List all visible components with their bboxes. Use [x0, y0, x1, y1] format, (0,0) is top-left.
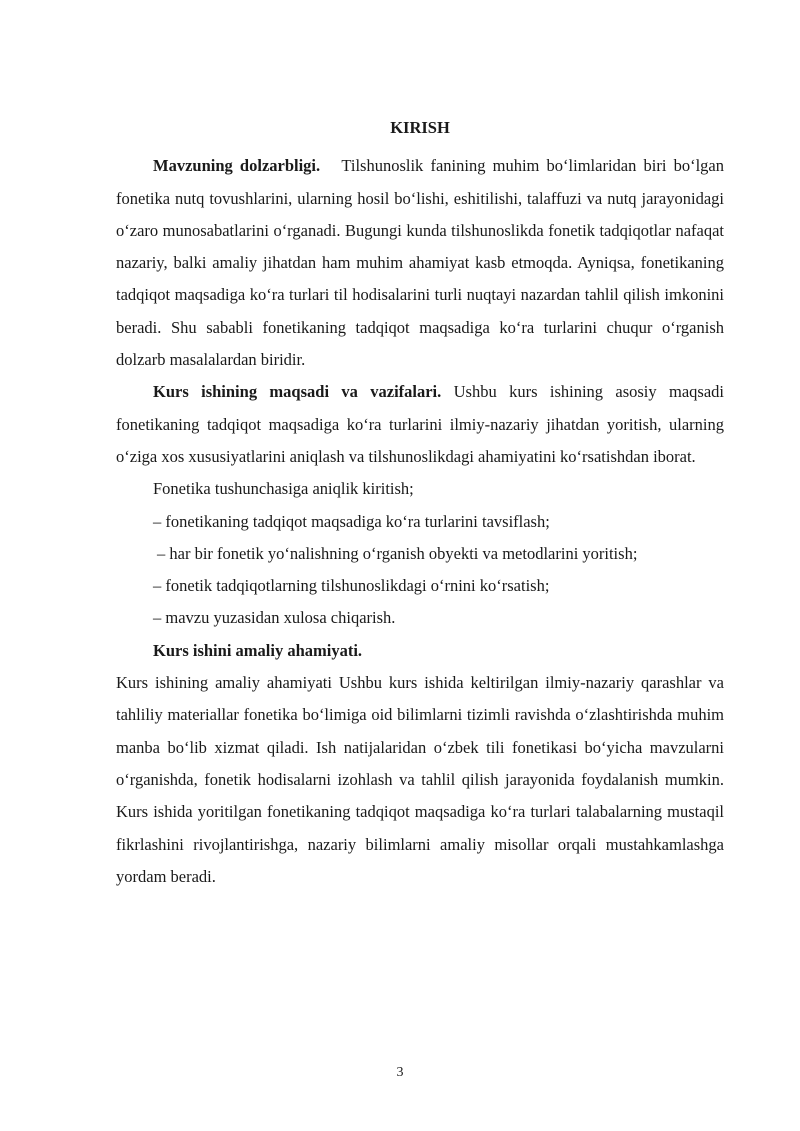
- practical-text: Kurs ishining amaliy ahamiyati Ushbu kurs ishida keltirilgan ilmiy-nazariy qarashlar va tahliliy materiallar fonetika boʻlimiga oid bilimlarni tizimli ravishda oʻzlashtirishda muhim manba boʻlib xizmat qiladi. Ish natijalaridan oʻzbek tili fonetikasi boʻyicha mavzularni oʻrganishda, fonetik hodisalarni izohlash va tahlil qilish jarayonida foydalanish mumkin. Kurs ishida yoritilgan fonetikaning tadqiqot maqsadiga koʻra turlari talabalarning mustaqil fikrlashini rivojlantirishga, nazariy bilimlarni amaliy misollar orqali mustahkamlashga yordam beradi.: [116, 673, 724, 886]
- practical-heading: Kurs ishini amaliy ahamiyati.: [153, 640, 363, 660]
- document-page: [116, 112, 724, 893]
- goals-text: Ushbu kurs ishining asosiy maqsadi fonetikaning tadqiqot maqsadiga koʻra turlarini ilmiy-nazariy jihatdan yoritish, ularning oʻziga xos xususiyatlarini aniqlash va tilshunoslikdagi ahamiyatini koʻrsatishdan iborat.: [116, 382, 724, 466]
- relevance-heading: Mavzuning dolzarbligi.: [153, 156, 321, 176]
- task-item: Fonetika tushunchasiga aniqlik kiritish;: [153, 479, 414, 499]
- document-title: KIRISH: [390, 118, 450, 137]
- goals-heading: Kurs ishining maqsadi va vazifalari.: [153, 382, 442, 402]
- task-item: – mavzu yuzasidan xulosa chiqarish.: [153, 608, 396, 628]
- task-item: – har bir fonetik yoʻnalishning oʻrganish obyekti va metodlarini yoritish;: [157, 543, 638, 563]
- relevance-paragraph: [116, 150, 724, 376]
- practical-heading-line: [116, 635, 724, 667]
- goals-paragraph: [116, 376, 724, 473]
- relevance-text: Tilshunoslik fanining muhim boʻlimlaridan biri boʻlgan fonetika nutq tovushlarini, ularning hosil boʻlishi, eshitilishi, talaffuzi va nutq jarayonidagi oʻzaro munosabatlarini oʻrganadi. Bugungi kunda tilshunoslikda fonetik tadqiqotlar nafaqat nazariy, balki amaliy jihatdan ham muhim ahamiyat kasb etmoqda. Ayniqsa, fonetikaning tadqiqot maqsadiga koʻra turlari til hodisalarini turli nuqtayi nazardan tahlil qilish imkonini beradi. Shu sababli fonetikaning tadqiqot maqsadiga koʻra turlarini chuqur oʻrganish dolzarb masalalardan biridir.: [116, 156, 725, 370]
- task-item: – fonetik tadqiqotlarning tilshunoslikdagi oʻrnini koʻrsatish;: [153, 576, 550, 596]
- task-item: – fonetikaning tadqiqot maqsadiga koʻra turlarini tavsiflash;: [153, 511, 550, 531]
- page-number: 3: [396, 1065, 404, 1080]
